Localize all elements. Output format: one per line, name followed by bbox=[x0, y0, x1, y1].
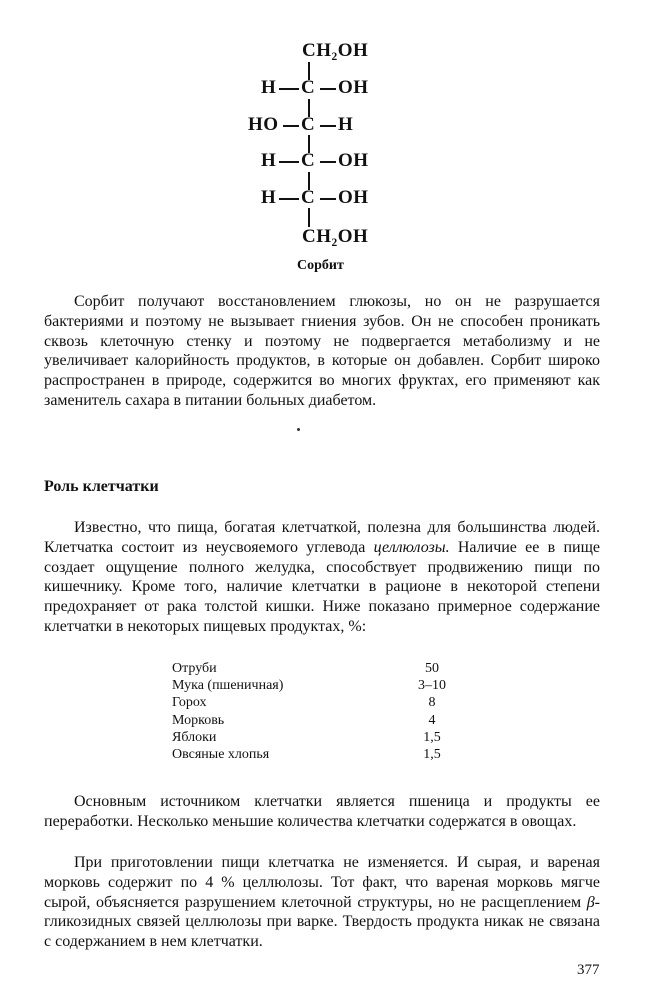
table-row bbox=[172, 661, 472, 678]
product-name: Морковь bbox=[172, 712, 225, 728]
table-row bbox=[172, 678, 472, 695]
beta-symbol: β bbox=[586, 893, 595, 911]
product-name: Горох bbox=[172, 695, 207, 711]
product-name: Овсяные хлопья bbox=[172, 746, 270, 762]
formula-row4-left: H bbox=[261, 187, 277, 208]
formula-row1-left: H bbox=[261, 77, 277, 98]
formula-row3-carbon: C bbox=[301, 150, 316, 171]
fiber-value: 50 bbox=[425, 661, 439, 676]
fiber-value: 8 bbox=[428, 695, 436, 711]
formula-row4-carbon: C bbox=[301, 187, 316, 208]
paragraph-cooking-part1: При приготовлении пищи клетчатка не изменяется. И сырая, и вареная морковь содержит по 4 % целлюлозы. Тот факт, что вареная морковь мягче сырой, объясняется разрушением клеточной структуры, но не расщеплением bbox=[44, 854, 600, 911]
formula-row1-carbon: C bbox=[301, 77, 316, 98]
formula-row2-left: HO bbox=[248, 114, 279, 135]
fiber-value: 1,5 bbox=[423, 746, 441, 762]
paragraph-cooking-part2: -гликозидных связей целлюлозы при варке. Твердость продукта никак не связана с содержанием в нем клетчатки. bbox=[44, 893, 600, 951]
formula-row1-right: OH bbox=[338, 77, 369, 98]
formula-bottom-group: CH₂OH bbox=[302, 226, 369, 247]
print-speck bbox=[297, 428, 300, 431]
paragraph-cooking bbox=[44, 853, 600, 952]
formula-row4-right: OH bbox=[338, 187, 369, 208]
paragraph-fiber-intro-part2: Наличие ее в пище создает ощущение полного желудка, способствует продвижению пищи по кишечнику. Кроме того, наличие клетчатки в рационе в некоторой степени предохраняет от рака толстой кишки. Ниже показано примерное содержание клетчатки в некоторых пищевых продуктах, %: bbox=[44, 538, 601, 635]
product-name: Мука (пшеничная) bbox=[172, 678, 284, 694]
page-number: 377 bbox=[577, 962, 600, 978]
fiber-value: 4 bbox=[428, 712, 436, 728]
formula-row3-left: H bbox=[261, 150, 277, 171]
formula-row2-carbon: C bbox=[301, 114, 316, 135]
paragraph-fiber-sources: Основным источником клетчатки является пшеница и продукты ее переработки. Несколько меньшие количества клетчатки содержатся в овощах. bbox=[44, 793, 600, 830]
paragraph-fiber-intro bbox=[44, 518, 600, 637]
formula-row3-right: OH bbox=[338, 150, 369, 171]
formula-row2-right: H bbox=[338, 114, 354, 135]
fiber-content-table bbox=[172, 661, 472, 764]
table-row bbox=[172, 695, 472, 712]
section-title: Роль клетчатки bbox=[44, 478, 159, 495]
fiber-value: 3–10 bbox=[418, 678, 446, 694]
paragraph-sorbitol: Сорбит получают восстановлением глюкозы, но он не разрушается бактериями и поэтому не вызывает гниения зубов. Он не способен проникать сквозь клеточную стенку и поэтому не подвергается метаболизму и не увеличивает калорийность продуктов, в которые он добавлен. Сорбит широко распространен в природе, содержится во многих фруктах, его применяют как заменитель сахара в питании больных диабетом. bbox=[44, 293, 600, 409]
table-row bbox=[172, 713, 472, 730]
product-name: Отруби bbox=[172, 661, 217, 676]
sorbitol-structural-formula bbox=[0, 0, 663, 270]
table-row bbox=[172, 747, 472, 764]
formula-caption: Сорбит bbox=[297, 258, 344, 273]
product-name: Яблоки bbox=[172, 729, 217, 745]
fiber-value: 1,5 bbox=[423, 729, 441, 745]
table-row bbox=[172, 730, 472, 747]
term-cellulose: целлюлозы. bbox=[373, 538, 450, 556]
formula-top-group: CH₂OH bbox=[302, 40, 369, 61]
paragraph-fiber-intro-part1: Известно, что пища, богатая клетчаткой, полезна для большинства людей. Клетчатка состоит из неусвояемого углевода bbox=[44, 519, 600, 556]
